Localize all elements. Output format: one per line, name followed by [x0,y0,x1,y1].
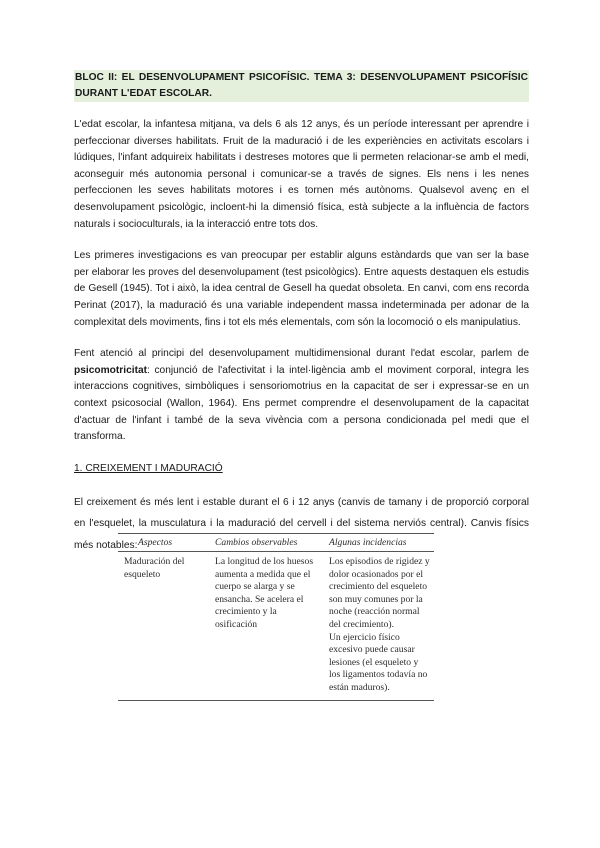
paragraph-psychomotricity-end: : conjunció de l'afectivitat i la intel·ligència amb el moviment corporal, integra les interaccions cognitives, simbòliques i sensoriomotrius en la capacitat de ser i expressar-se en un context psicosocial (Wallon, 1964). Ens permet comprendre el desenvolupament de la capacitat d'actuar de l'infant i també de la seva vivència com a persona condicionada pel medi que el transforma. [74,364,529,443]
cell-changes: La longitud de los huesos aumenta a medida que el cuerpo se alarga y se ensancha. Se acelera el crecimiento y la osificación [211,552,325,701]
incidence-2: Un ejercicio físico excesivo puede causar lesiones (el esqueleto y los ligamentos todavía no están maduros). [329,631,428,693]
document-page [74,70,529,568]
header-incidencias: Algunas incidencias [325,534,434,552]
paragraph-research: Les primeres investigacions es van preocupar per establir alguns estàndards que van ser la base per elaborar les proves del desenvolupament (test psicològics). Entre aquests destaquen els estudis de Gesell (1945). Tot i això, la idea central de Gesell ha quedat obsoleta. En canvi, com ens recorda Perinat (2017), la maduració és una variable independent massa indeterminada per adonar de la complexitat dels moviments, fins i tot els més elementals, com són la locomoció o els manipulatius. [74,250,529,328]
development-table-image [118,533,434,701]
term-psicomotricitat: psicomotricitat [74,364,148,376]
cell-incidences [325,552,434,701]
table-row [118,552,434,701]
document-title: BLOC II: EL DESENVOLUPAMENT PSICOFÍSIC. TEMA 3: DESENVOLUPAMENT PSICOFÍSIC DURANT L'EDAT ESCOLAR. [74,70,529,102]
header-cambios: Cambios observables [211,534,325,552]
paragraph-psychomotricity-start: Fent atenció al principi del desenvolupament multidimensional durant l'edat escolar, parlem de [74,348,529,360]
cell-aspect: Maduración del esqueleto [118,552,211,701]
incidence-1: Los episodios de rigidez y dolor ocasionados por el crecimiento del esqueleto son muy comunes por la noche (reacción normal del crecimiento). [329,556,430,630]
section-heading-growth: 1. CREIXEMENT I MADURACIÓ [74,462,223,474]
table-header-row [118,534,434,552]
header-aspectos: Aspectos [118,534,211,552]
paragraph-intro: L'edat escolar, la infantesa mitjana, va dels 6 als 12 anys, és un període interessant per aprendre i perfeccionar diverses habilitats. Fruit de la maduració i de les experiències en activitats escolars i lúdiques, l'infant adquireix habilitats i destreses motores que li permeten relacionar-se amb el medi, aconseguir més autonomia personal i comunicar-se a través de signes. Els nens i les nenes perfeccionen les seves habilitats motores i es tornen més autònoms. Qualsevol avenç en el desenvolupament psicològic, incloent-hi la dimensió física, està subjecte a la influència de factors naturals i socioculturals, ia la interacció entre tots dos. [74,119,529,230]
paragraph-growth: El creixement és més lent i estable durant el 6 i 12 anys (canvis de tamany i de proporció corporal en l'esquelet, la musculatura i la maduració del cervell i del sistema nerviós central). Canvis físics més notables: [74,496,529,551]
paragraph-psychomotricity [74,346,529,446]
development-table [118,533,434,701]
